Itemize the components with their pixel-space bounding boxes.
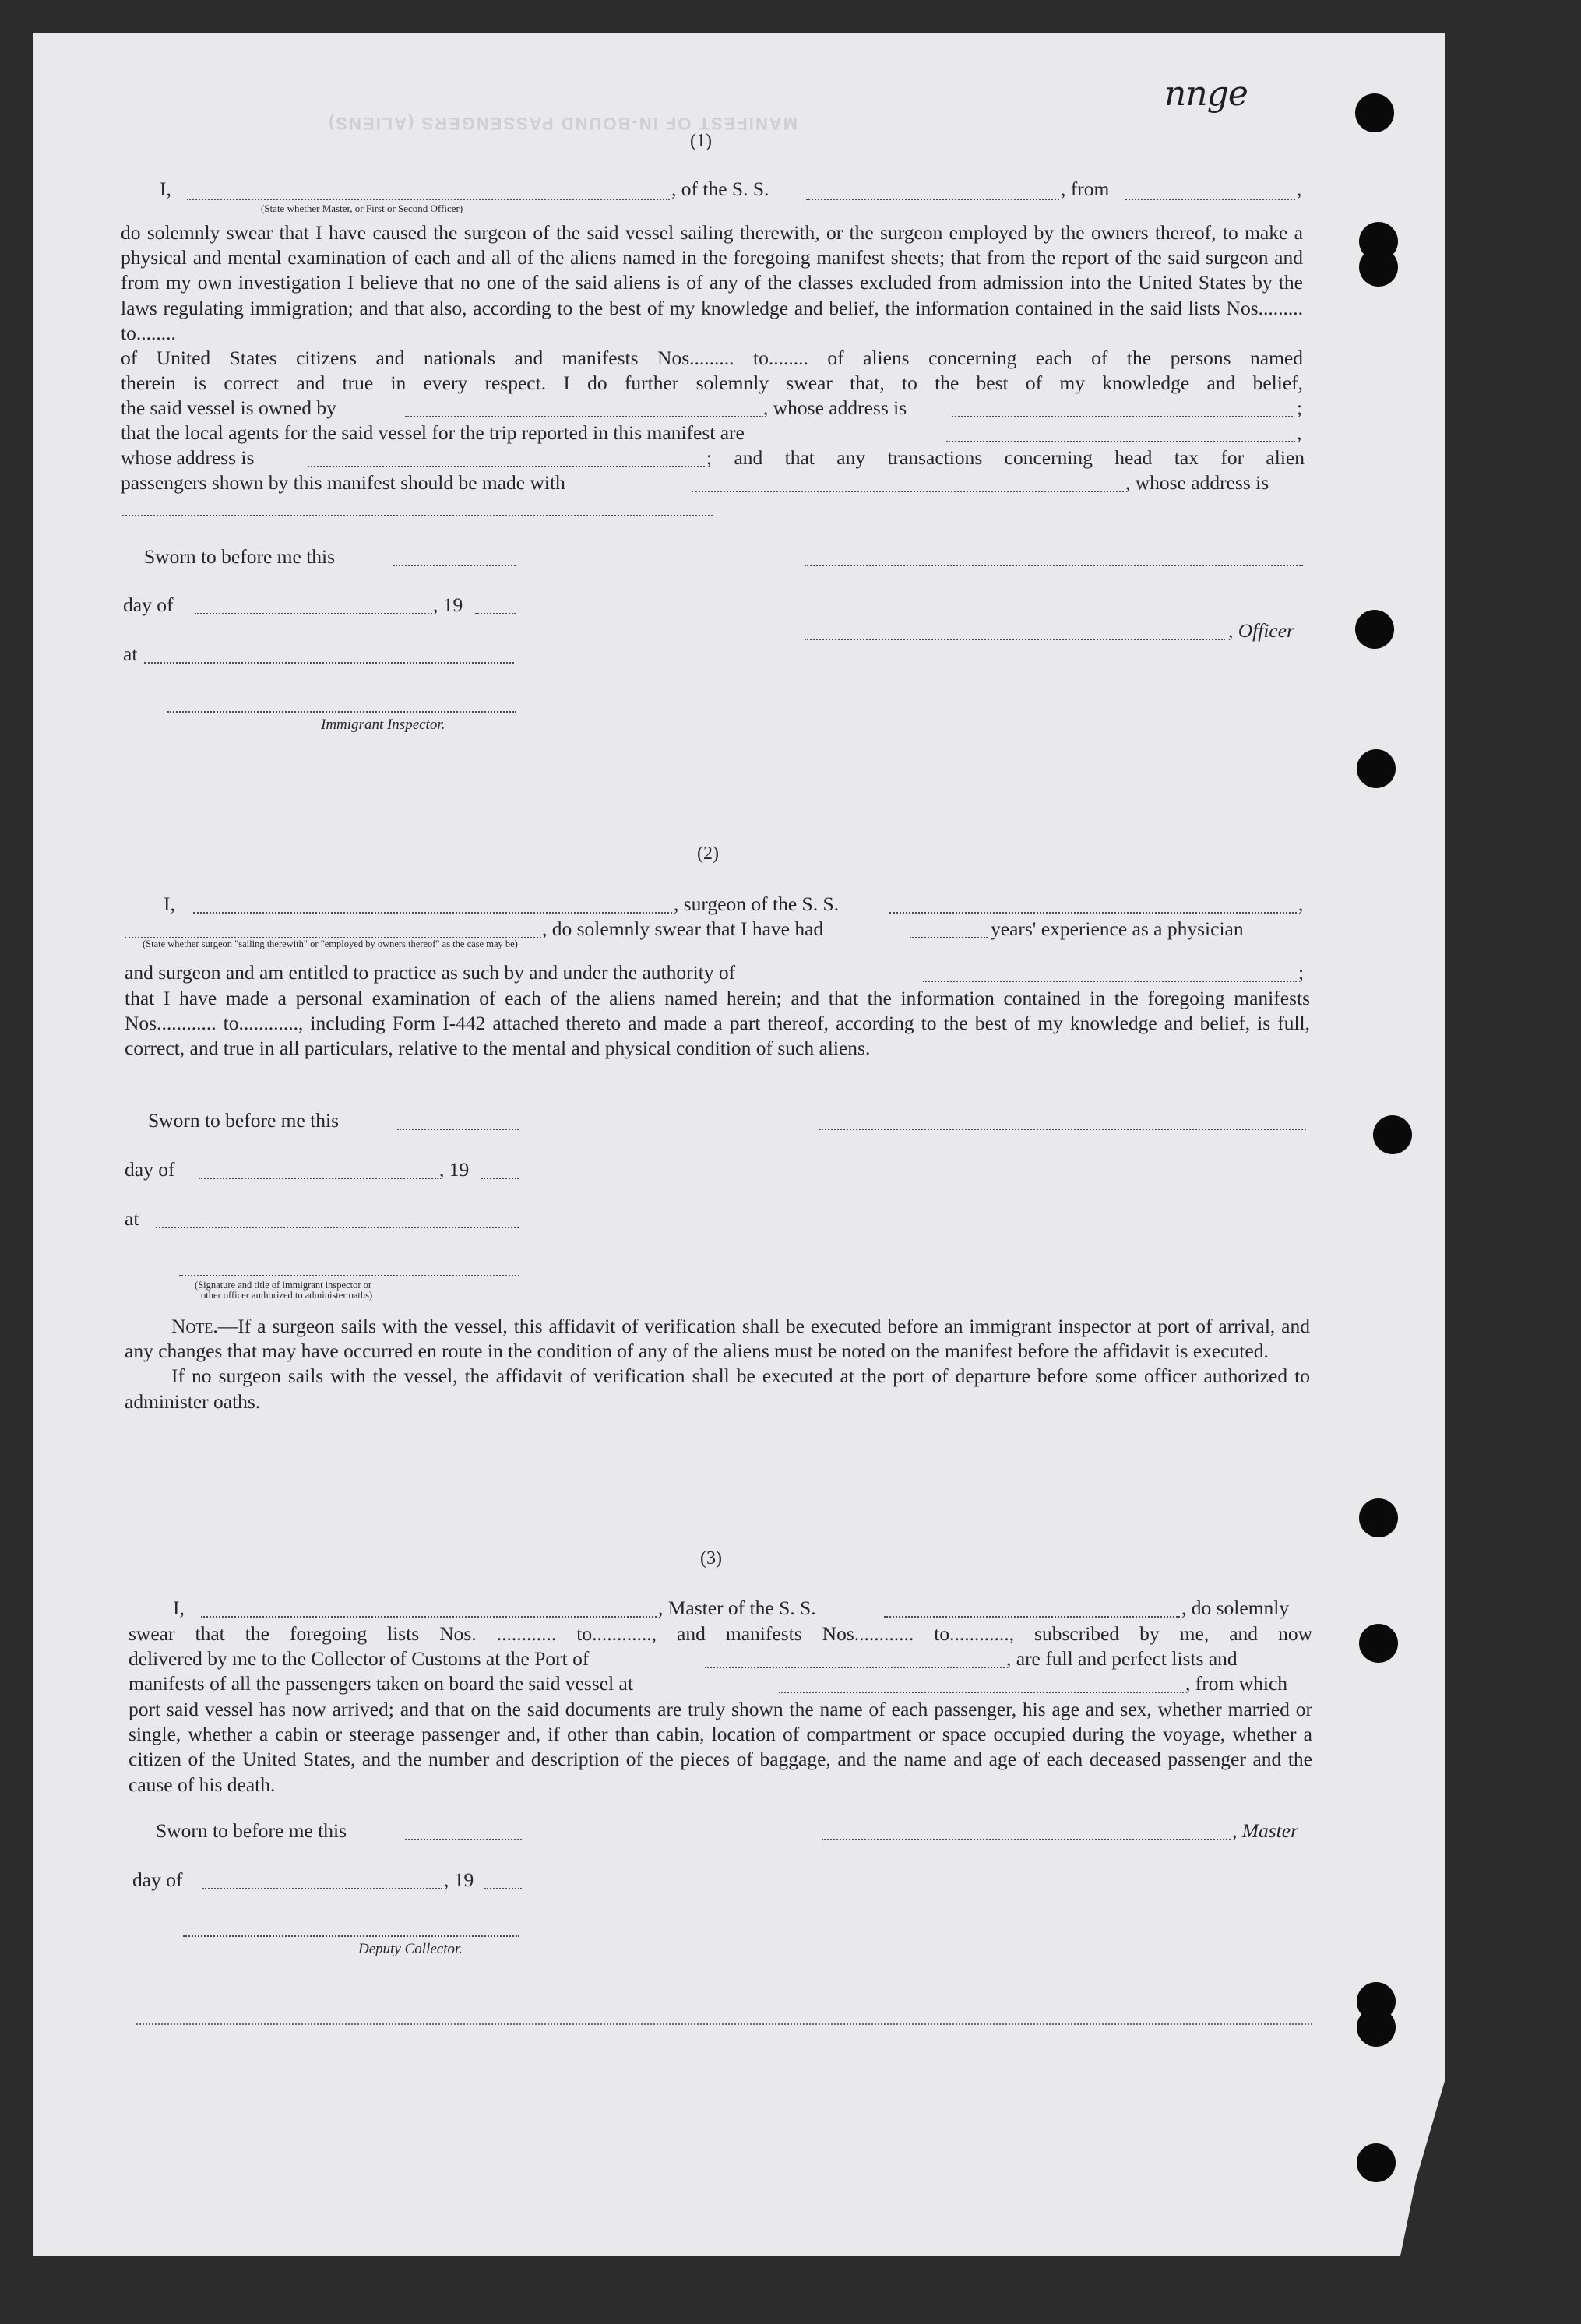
semicolon: ; [1298, 961, 1305, 984]
year-label-2: , 19 [439, 1158, 470, 1181]
inspector-signature-field[interactable] [167, 710, 516, 713]
full-perfect-label: , are full and perfect lists and [1006, 1647, 1238, 1670]
day-of-label-2: day of [125, 1158, 175, 1181]
local-agents-field[interactable] [946, 440, 1295, 442]
surgeon-signature-field[interactable] [819, 1128, 1306, 1130]
note-paragraph [125, 1314, 1310, 1414]
owned-by-label: the said vessel is owned by [121, 396, 336, 419]
surgeon-name-field[interactable] [193, 911, 672, 914]
section-number-1: (1) [690, 131, 712, 151]
head-tax-label: ; and that any transactions concerning head tax for alien [706, 446, 1305, 469]
year-label-3: , 19 [444, 1868, 474, 1891]
officer-hint: (State whether Master, or First or Second Officer) [261, 202, 463, 214]
sworn-date-field-3[interactable] [405, 1838, 522, 1840]
taken-on-board-label: manifests of all the passengers taken on board the said vessel at [129, 1672, 633, 1695]
signature-hint-2: other officer authorized to administer oaths) [201, 1290, 373, 1301]
surgeon-swear-label: , do solemnly swear that I have had [542, 917, 824, 940]
master-vessel-field[interactable] [884, 1615, 1180, 1618]
sworn-label-1: Sworn to before me this [144, 545, 336, 568]
years-experience-field[interactable] [910, 936, 988, 938]
year-field-3[interactable] [484, 1887, 522, 1889]
surgeon-vessel-field[interactable] [889, 911, 1297, 914]
punch-hole [1357, 749, 1396, 788]
therein-line: therein is correct and true in every respect. I do further solemnly swear that, to the best of my knowledge and belief, [121, 371, 1303, 394]
master-label: , Master [1232, 1819, 1298, 1842]
at-field-1[interactable] [144, 661, 514, 664]
collector-label: Deputy Collector. [358, 1941, 463, 1957]
punch-hole [1355, 610, 1394, 649]
port-field[interactable] [705, 1666, 1005, 1668]
surgeon-paragraph [125, 986, 1310, 1062]
punch-hole [1359, 248, 1398, 287]
section-number-3: (3) [700, 1548, 722, 1569]
punch-hole [1357, 2008, 1396, 2047]
sworn-date-field-1[interactable] [393, 564, 516, 566]
year-field-1[interactable] [475, 612, 516, 614]
punch-hole [1357, 2143, 1396, 2182]
surgeon-paragraph-text: that I have made a personal examination of each of the aliens named herein; and that the information contained in the foregoing manifests Nos............ to............, including Form I-442 attached thereto and made a part thereof, according to the best of my knowledge and belief, is full, correct, and true in all particulars, relative to the mental and physical condition of such aliens. [125, 987, 1310, 1060]
surgeon-hint: (State whether surgeon "sailing therewith" or "employed by owners thereof" as the case may be) [143, 938, 518, 949]
citizens-line: of United States citizens and nationals and manifests Nos......... to........ of aliens concerning each of the persons named [121, 347, 1303, 369]
sworn-label-2: Sworn to before me this [148, 1109, 340, 1132]
bleed-through-title: MANIFEST OF IN-BOUND PASSENGERS (ALIENS) [327, 114, 798, 133]
owner-address-field[interactable] [952, 415, 1293, 417]
handwritten-annotation: nnge [1164, 74, 1248, 114]
at-label-1: at [123, 643, 138, 665]
collector-line-label: delivered by me to the Collector of Customs at the Port of [129, 1647, 590, 1670]
note-label: Note. [171, 1315, 218, 1337]
signature-hint-1: (Signature and title of immigrant inspector or [195, 1280, 372, 1291]
at-label-2: at [125, 1207, 139, 1230]
solemnly-label: , do solemnly [1181, 1597, 1290, 1619]
sworn-label-3: Sworn to before me this [156, 1819, 347, 1842]
sworn-date-field-2[interactable] [397, 1128, 519, 1130]
year-field-2[interactable] [481, 1177, 519, 1179]
local-agents-label: that the local agents for the said vessel for the trip reported in this manifest are [121, 421, 745, 444]
note-text: —If a surgeon sails with the vessel, this affidavit of verification shall be executed before an immigrant inspector at port of arrival, and any changes that may have occurred en route in the condition of any of the aliens must be noted on the manifest before the affidavit is executed. [125, 1315, 1310, 1363]
officer-signature-field[interactable] [805, 564, 1303, 566]
officer-name-field[interactable] [187, 198, 670, 200]
officer-label: , Officer [1228, 619, 1294, 642]
passengers-label: passengers shown by this manifest should be made with [121, 471, 565, 494]
punch-hole [1355, 93, 1394, 132]
at-field-2[interactable] [156, 1226, 519, 1228]
punch-hole [1359, 1624, 1398, 1663]
collector-signature-field[interactable] [183, 1935, 519, 1937]
inspector-label: Immigrant Inspector. [321, 717, 445, 733]
owner-field[interactable] [405, 415, 763, 417]
from-which-label: , from which [1185, 1672, 1288, 1695]
year-label-1: , 19 [433, 593, 463, 616]
note-text-2: If no surgeon sails with the vessel, the affidavit of verification shall be executed at the port of departure before some officer authorized to administer oaths. [125, 1364, 1310, 1413]
years-label: years' experience as a physician [991, 917, 1244, 940]
surgeon-of-label: , surgeon of the S. S. [674, 893, 840, 915]
whose-address-label: , whose address is [763, 396, 907, 419]
whose-address-label-2: whose address is [121, 446, 255, 469]
master-paragraph [129, 1697, 1312, 1798]
day-of-label-1: day of [123, 593, 174, 616]
from-label: , from [1061, 178, 1110, 200]
head-tax-agent-field[interactable] [692, 490, 1124, 492]
master-signature-field[interactable] [822, 1838, 1231, 1840]
from-port-field[interactable] [1125, 198, 1295, 200]
of-ss-label: , of the S. S. [671, 178, 769, 200]
semicolon: ; [1297, 396, 1303, 419]
comma: , [1297, 178, 1302, 200]
punch-hole [1373, 1115, 1412, 1154]
authority-label: and surgeon and am entitled to practice as such by and under the authority of [125, 961, 736, 984]
day-of-label-3: day of [132, 1868, 183, 1891]
inspector-signature-field-2[interactable] [179, 1274, 519, 1276]
oath-i-label: I, [160, 178, 171, 200]
head-tax-address-field[interactable] [122, 514, 713, 516]
whose-address-label-3: , whose address is [1125, 471, 1269, 494]
vessel-name-field[interactable] [806, 198, 1059, 200]
officer-title-field[interactable] [805, 638, 1225, 640]
authority-field[interactable] [923, 980, 1297, 982]
surgeon-i-label: I, [164, 893, 175, 915]
agents-address-field[interactable] [308, 465, 705, 467]
comma: , [1298, 893, 1304, 915]
punch-hole [1359, 1498, 1398, 1537]
master-i-label: I, [173, 1597, 185, 1619]
day-of-field-1[interactable] [195, 612, 432, 614]
oath-paragraph-1-text: do solemnly swear that I have caused the surgeon of the said vessel sailing therewith, or the surgeon employed by the owners thereof, to make a physical and mental examination of each and all of the aliens named in the foregoing manifest sheets; that from the report of the said surgeon and from my own investigation I believe that no one of the said aliens is of any of the classes excluded from admission into the United States by the laws regulating immigration; and that also, according to the best of my knowledge and belief, the information contained in the said lists Nos......... to........ [121, 221, 1303, 344]
section-number-2: (2) [697, 843, 719, 864]
lists-line: swear that the foregoing lists Nos. ............ to............, and manifests Nos............ to............, subscribed by me, and now [129, 1622, 1312, 1645]
master-name-field[interactable] [201, 1615, 657, 1618]
day-of-field-3[interactable] [202, 1887, 442, 1889]
comma: , [1297, 421, 1302, 444]
day-of-field-2[interactable] [199, 1177, 438, 1179]
oath-paragraph-1 [121, 220, 1303, 346]
master-of-label: , Master of the S. S. [658, 1597, 816, 1619]
boarding-port-field[interactable] [779, 1691, 1184, 1693]
bottom-rule [136, 2023, 1312, 2025]
master-paragraph-text: port said vessel has now arrived; and that on the said documents are truly shown the name of each passenger, his age and sex, whether married or single, whether a cabin or steerage passenger and, if other than cabin, location of compartment or space occupied during the voyage, whether a citizen of the United States, and the number and description of the pieces of baggage, and the name and age of each deceased passenger and the cause of his death. [129, 1698, 1312, 1796]
